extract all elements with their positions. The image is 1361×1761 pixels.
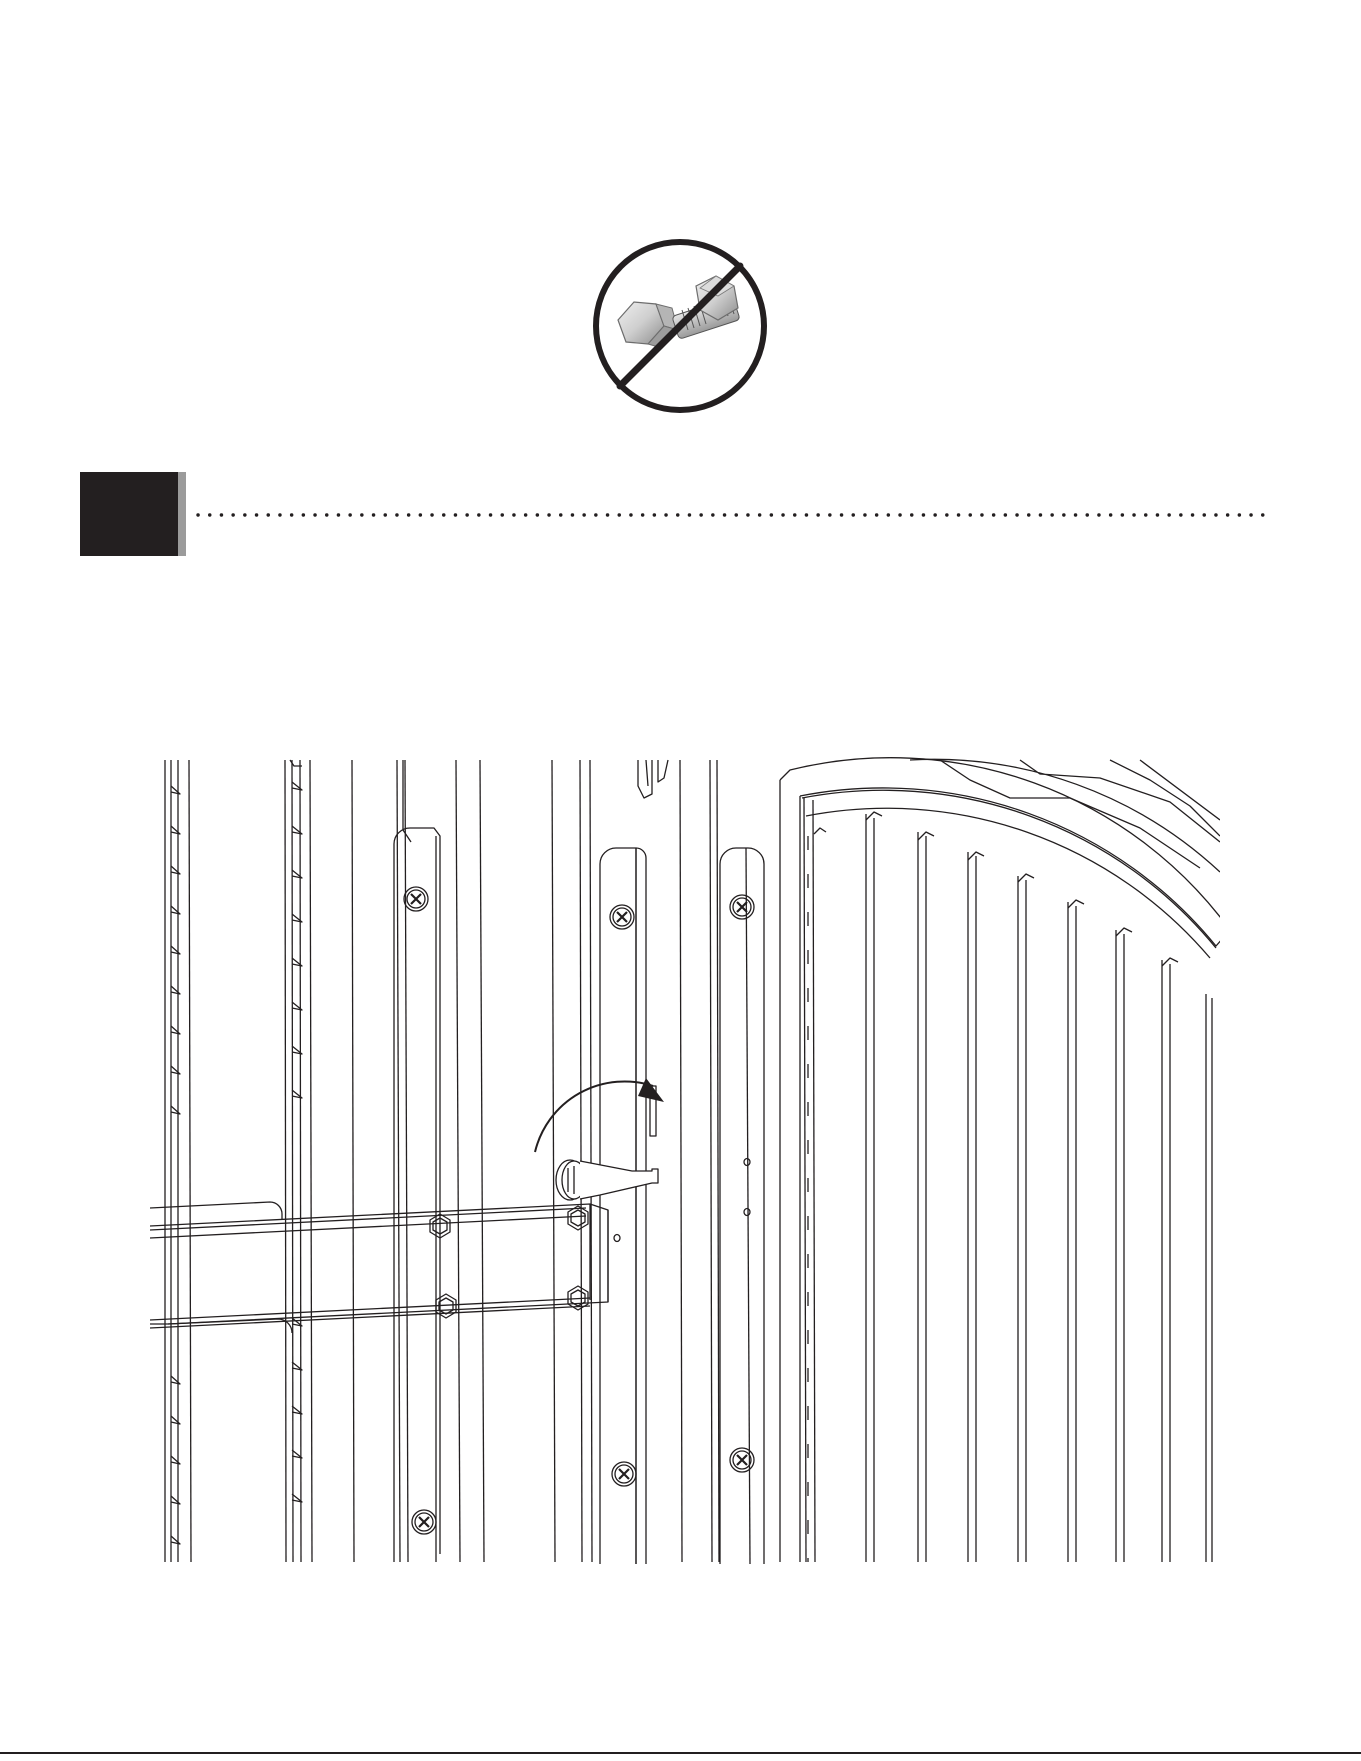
page-bottom-rule — [0, 1752, 1361, 1754]
dotted-rule — [196, 512, 1276, 518]
horizontal-bar — [150, 1202, 608, 1333]
step-box-shadow — [178, 472, 186, 556]
left-strap — [394, 828, 440, 1562]
no-nut-bolt-icon — [590, 236, 770, 416]
center-strap — [600, 848, 646, 1564]
door — [780, 758, 1220, 1562]
step-number-box — [80, 472, 178, 556]
latch-handle — [556, 1160, 658, 1200]
door-latch-illustration — [150, 756, 1220, 1566]
right-strap — [720, 848, 764, 1564]
door-slats — [866, 814, 1212, 1562]
